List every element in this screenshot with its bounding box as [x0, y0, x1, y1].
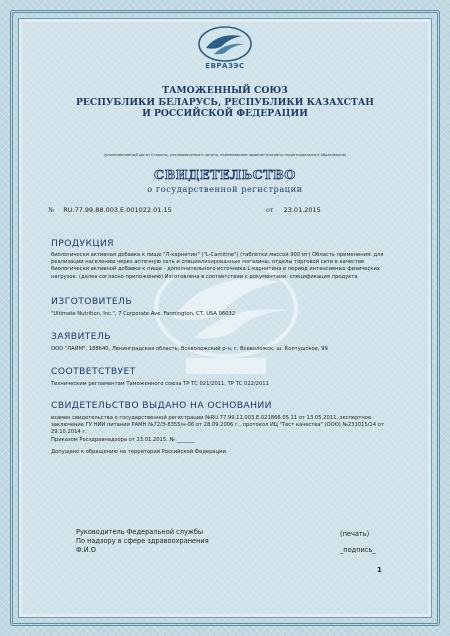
product-text: биологически активная добавка к пище "Л-карнитин" ("L-Carnitine") (таблетки массой 900 мг) Область применения: для реализации населению через аптечную сеть и специализированные магазины, отделы торговой сети в качестве биологически активной добавки к пище - дополнительного источника L-карнитина в период интенсивных физических нагрузок. (далее согласно приложению) Изготовлена в соответствии с документами: спецификация продукта [51, 252, 384, 280]
applicant-heading: ЗАЯВИТЕЛЬ [51, 331, 111, 342]
authorized-body-caption: (уполномоченный орган Стороны, уполномоченного органа, наименование административно-территориального образования) [103, 153, 347, 157]
certificate-number: RU.77.99.88.003.E.001022.01.15 [63, 206, 172, 214]
union-title-line2: РЕСПУБЛИКИ БЕЛАРУСЬ, РЕСПУБЛИКИ КАЗАХСТАН [75, 96, 374, 108]
number-label: № [48, 206, 55, 214]
issued-heading: СВИДЕТЕЛЬСТВО ВЫДАНО НА ОСНОВАНИИ [51, 400, 272, 411]
stamp-placeholder: (печать) [340, 530, 370, 538]
signatory-line1: Руководитель Федеральной службы [76, 528, 204, 536]
union-title-line1: ТАМОЖЕННЫЙ СОЮЗ [162, 85, 288, 96]
issued-text: взамен свидетельства о государственной регистрации №RU.77.99.11.003.Е.021866.05.11 от 13.05.2011, экспертное заключение ГУ НИИ питания РАМН №72/Э-8355/н-06 от 28.09.2006 г., протокол ИЦ "Тест качества" (ООО) №231015/14 от 29.10.2014 г. [51, 415, 384, 436]
date-label: от [266, 206, 274, 214]
certificate-title: СВИДЕТЕЛЬСТВО [154, 167, 296, 182]
conforms-heading: СООТВЕТСТВУЕТ [51, 366, 136, 377]
conforms-text: Техническим регламентам Таможенного союза ТР ТС 021/2011, ТР ТС 022/2011 [51, 381, 269, 387]
manufacturer-heading: ИЗГОТОВИТЕЛЬ [51, 296, 133, 307]
manufacturer-text: "Ultimate Nutrition, Inc.", 7 Corporate Ave. Farmington, CT, USA 06032 [51, 311, 236, 317]
certificate-subtitle: о государственной регистрации [147, 184, 303, 194]
page-number: 1 [377, 566, 382, 574]
signatory-line2: По надзору в сфере здравоохранения [76, 537, 209, 546]
applicant-text: ООО "ЛАЙМ", 188640, Ленинградская область, Всеволожский р-н, г. Всеволожск, ш. Колтушское, 99 [51, 346, 328, 352]
certificate-date-row [266, 206, 321, 214]
certificate-number-row [48, 206, 172, 214]
product-heading: ПРОДУКЦИЯ [51, 238, 114, 249]
certificate-date: 23.01.2015 [283, 206, 321, 214]
eurasec-emblem-icon [196, 24, 254, 64]
signatory-block [76, 528, 209, 556]
issued-circulation: Допущено к обращению на территории Российской Федерации. [51, 449, 228, 455]
issued-order: Приказом Росздравнадзора от 23.01.2015. № _______ [51, 437, 195, 443]
signature-placeholder: _подпись_ [340, 546, 376, 554]
union-title [40, 85, 410, 120]
emblem-label: ЕВРАЗЭС [205, 62, 245, 70]
signatory-line3: Ф.И.О [76, 546, 96, 555]
union-title-line3: И РОССИЙСКОЙ ФЕДЕРАЦИИ [142, 108, 308, 119]
